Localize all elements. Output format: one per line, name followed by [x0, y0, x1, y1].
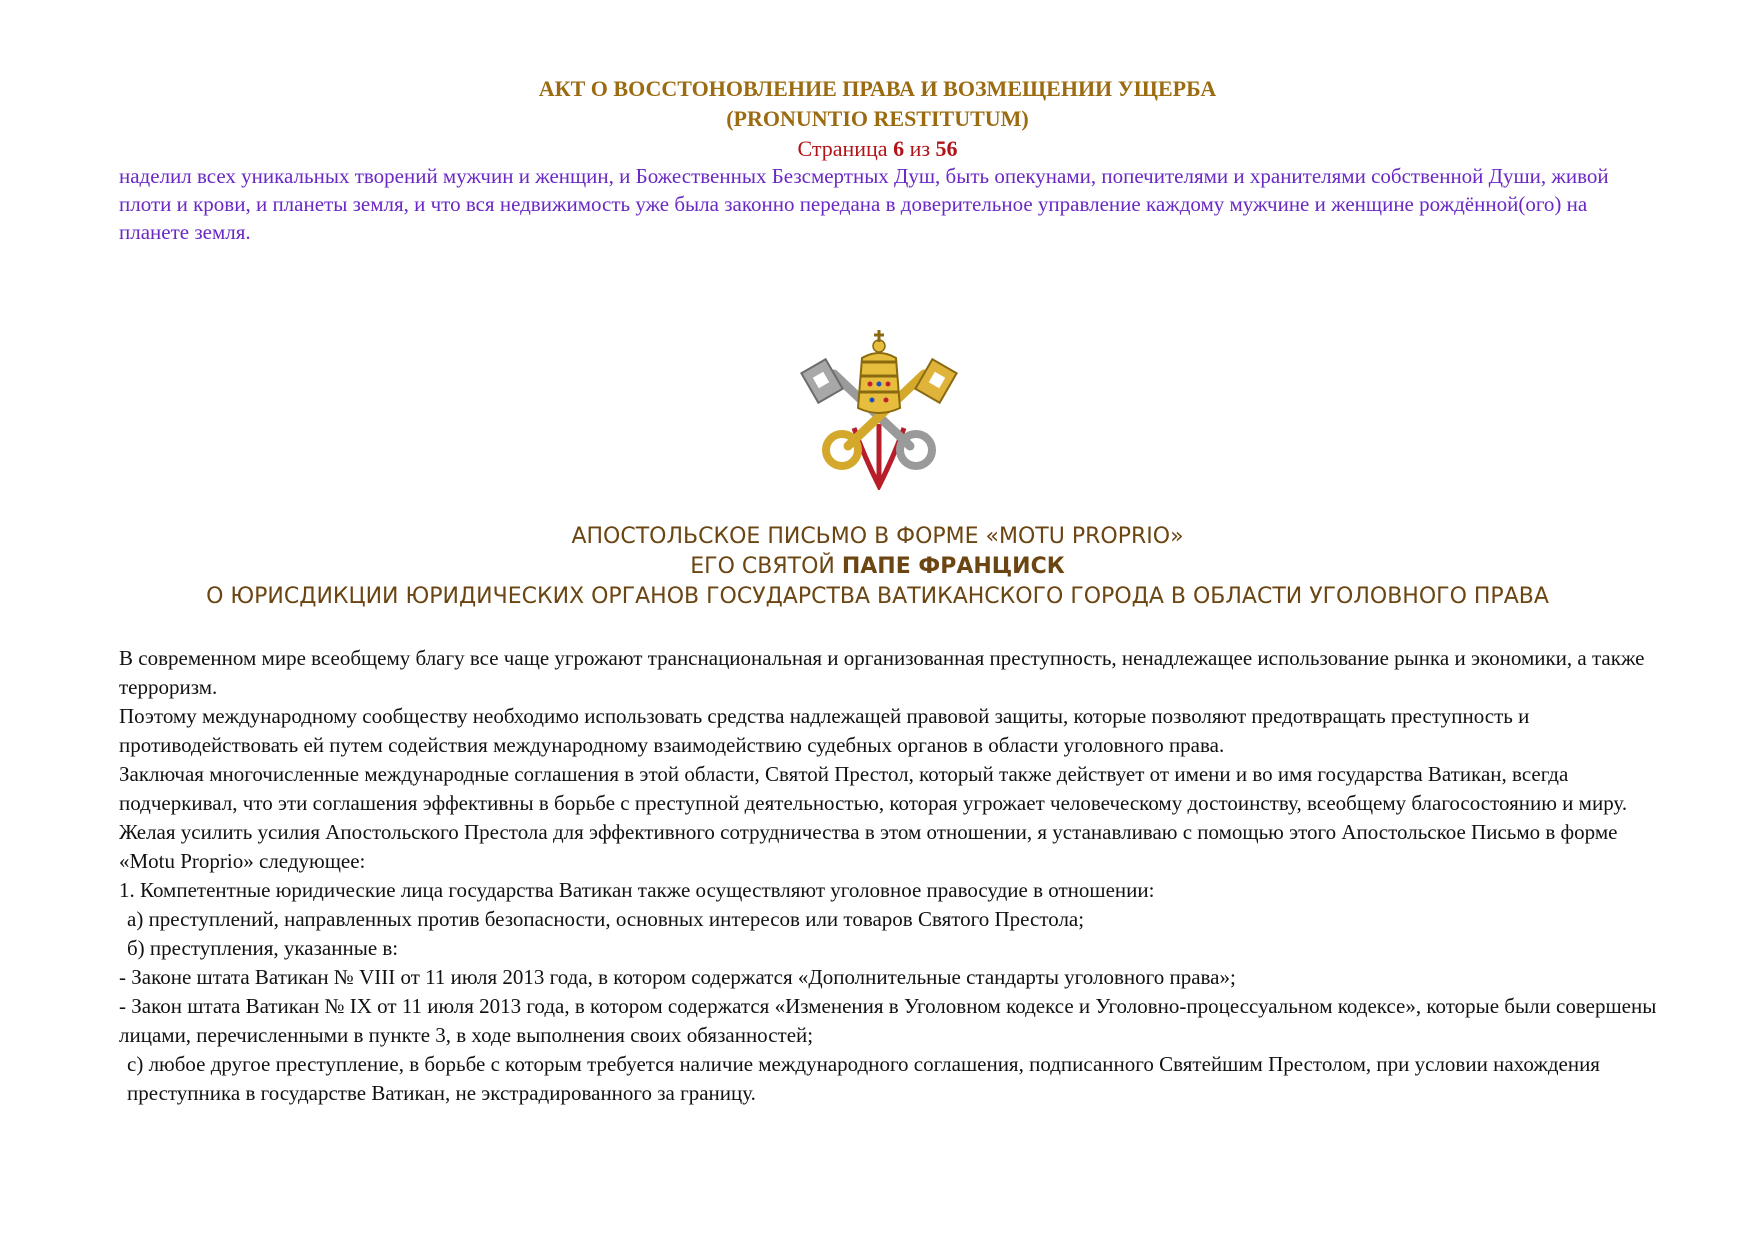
- page-total: 56: [935, 136, 958, 161]
- document-header: [0, 74, 1755, 164]
- paragraph: - Закон штата Ватикан № IX от 11 июля 2013 года, в котором содержатся «Изменения в Уголовном кодексе и Уголовно-процессуальном кодексе», которые были совершены лицами, перечисленными в пункте 3, в ходе выполнения своих обязанностей;: [119, 994, 1657, 1047]
- document-subtitle: (PRONUNTIO RESTITUTUM): [726, 106, 1029, 131]
- letter-title-line1: АПОСТОЛЬСКОЕ ПИСЬМО В ФОРМЕ «MOTU PROPRIO»: [571, 524, 1184, 549]
- page-label: Страница: [797, 136, 888, 161]
- letter-title-prefix: ЕГО СВЯТОЙ: [690, 554, 842, 579]
- letter-title-line2: [0, 552, 1755, 582]
- vatican-coat-of-arms-icon: [798, 328, 960, 490]
- paragraph: б) преступления, указанные в:: [127, 936, 399, 960]
- paragraph: с) любое другое преступление, в борьбе с которым требуется наличие международного соглашения, подписанного Святейшим Престолом, при условии нахождения преступника в государстве Ватикан, не экстрадированного за границу.: [127, 1052, 1600, 1105]
- intro-paragraph: наделил всех уникальных творений мужчин и женщин, и Божественных Безсмертных Душ, быть опекунами, попечителями и хранителями собственной Души, живой плоти и крови, и планеты земля, и что вся недвижимость уже была законно передана в доверительное управление каждому мужчине и женщине рождённой(ого) на планете земля.: [119, 164, 1609, 244]
- apostolic-letter-heading: [0, 522, 1755, 612]
- page-sep: из: [909, 136, 931, 161]
- document-body: [119, 644, 1659, 1108]
- paragraph: Заключая многочисленные международные соглашения в этой области, Святой Престол, который также действует от имени и во имя государства Ватикан, всегда подчеркивал, что эти соглашения эффективны в борьбе с преступной деятельностью, которая угрожает человеческому достоинству, всеобщему благосостоянию и миру.: [119, 762, 1628, 815]
- paragraph: В современном мире всеобщему благу все чаще угрожают транснациональная и организованная преступность, ненадлежащее использование рынка и экономики, а также терроризм.: [119, 646, 1645, 699]
- paragraph: Желая усилить усилия Апостольского Престола для эффективного сотрудничества в этом отношении, я устанавливаю с помощью этого Апостольское Письмо в форме «Motu Proprio» следующее:: [119, 820, 1618, 873]
- letter-title-line3: О ЮРИСДИКЦИИ ЮРИДИЧЕСКИХ ОРГАНОВ ГОСУДАРСТВА ВАТИКАНСКОГО ГОРОДА В ОБЛАСТИ УГОЛОВНОГО ПРАВА: [206, 584, 1549, 609]
- paragraph: - Законе штата Ватикан № VIII от 11 июля 2013 года, в котором содержатся «Дополнительные стандарты уголовного права»;: [119, 965, 1236, 989]
- page-indicator: [0, 134, 1755, 164]
- paragraph: Поэтому международному сообществу необходимо использовать средства надлежащей правовой защиты, которые позволяют предотвращать преступность и противодействовать ей путем содействия международному взаимодействию судебных органов в области уголовного права.: [119, 704, 1530, 757]
- page-current: 6: [893, 136, 905, 161]
- letter-title-pope: ПАПЕ ФРАНЦИСК: [841, 554, 1065, 579]
- document-title: АКТ О ВОССТОНОВЛЕНИЕ ПРАВА И ВОЗМЕЩЕНИИ УЩЕРБА: [538, 76, 1217, 101]
- paragraph: а) преступлений, направленных против безопасности, основных интересов или товаров Святого Престола;: [127, 907, 1085, 931]
- paragraph: 1. Компетентные юридические лица государства Ватикан также осуществляют уголовное правосудие в отношении:: [119, 878, 1155, 902]
